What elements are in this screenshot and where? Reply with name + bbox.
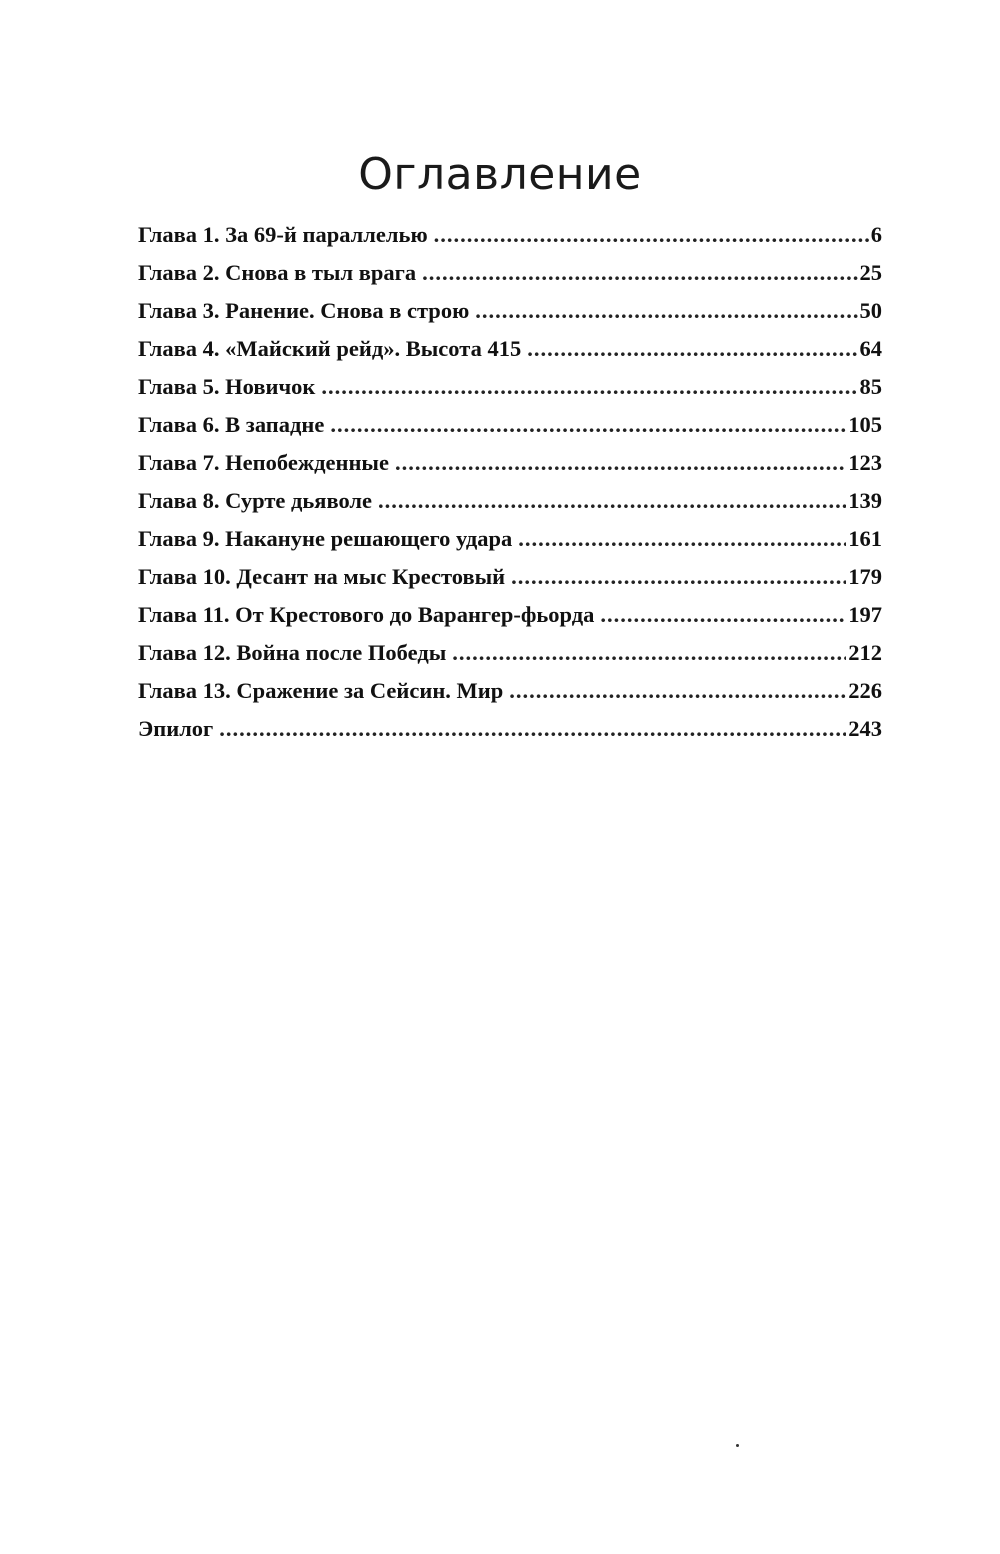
toc-entry-label: Эпилог [138,716,214,741]
toc-entry-page: 50 [859,298,882,323]
toc-leader-dots [511,558,846,596]
toc-entry [138,672,882,710]
toc-entry-page: 6 [870,222,882,247]
toc-entry-label: Глава 6. В западне [138,412,325,437]
toc-entry-page: 197 [848,602,882,627]
toc-entry-page: 243 [848,716,882,741]
toc-entry [138,406,882,444]
toc-entry-page: 25 [859,260,882,285]
print-speck [736,1444,739,1447]
toc-entry-page: 179 [848,564,882,589]
toc-entry [138,520,882,558]
toc-entry-page: 105 [848,412,882,437]
toc-entry-label: Глава 3. Ранение. Снова в строю [138,298,470,323]
toc-entry [138,292,882,330]
toc-leader-dots [330,406,846,444]
toc-entry-page: 212 [848,640,882,665]
toc-entry [138,710,882,748]
toc-leader-dots [600,596,846,634]
toc-entry-label: Глава 10. Десант на мыс Крестовый [138,564,506,589]
toc-entry-label: Глава 9. Накануне решающего удара [138,526,513,551]
toc-entry-page: 161 [848,526,882,551]
toc-leader-dots [518,520,846,558]
toc-entry-page: 139 [848,488,882,513]
toc-entry [138,444,882,482]
toc-entry-page: 226 [848,678,882,703]
toc-entry [138,254,882,292]
toc-entry-label: Глава 12. Война после Победы [138,640,447,665]
toc-entry-label: Глава 4. «Майский рейд». Высота 415 [138,336,522,361]
toc-entry [138,330,882,368]
toc-leader-dots [422,254,857,292]
toc-leader-dots [527,330,857,368]
toc-entry-page: 123 [848,450,882,475]
toc-entry [138,368,882,406]
toc-entry-label: Глава 13. Сражение за Сейсин. Мир [138,678,504,703]
page-title: Оглавление [358,149,642,201]
toc-leader-dots [434,216,869,254]
toc-entry-label: Глава 7. Непобежденные [138,450,389,475]
toc-entry-label: Глава 1. За 69-й параллелью [138,222,428,247]
toc-leader-dots [452,634,846,672]
toc-entry-label: Глава 5. Новичок [138,374,316,399]
toc-leader-dots [378,482,846,520]
toc-entry-label: Глава 2. Снова в тыл врага [138,260,417,285]
toc-entry [138,634,882,672]
toc-entry [138,596,882,634]
toc-leader-dots [219,710,846,748]
toc-leader-dots [395,444,846,482]
toc-entry [138,482,882,520]
toc-leader-dots [475,292,857,330]
toc-entry-page: 85 [859,374,882,399]
toc-entry-page: 64 [859,336,882,361]
toc-entry-label: Глава 11. От Крестового до Варангер-фьорда [138,602,595,627]
toc-leader-dots [509,672,846,710]
toc-entry [138,216,882,254]
toc-leader-dots [321,368,857,406]
toc-entry [138,558,882,596]
toc-entry-label: Глава 8. Сурте дьяволе [138,488,373,513]
table-of-contents [138,216,882,748]
